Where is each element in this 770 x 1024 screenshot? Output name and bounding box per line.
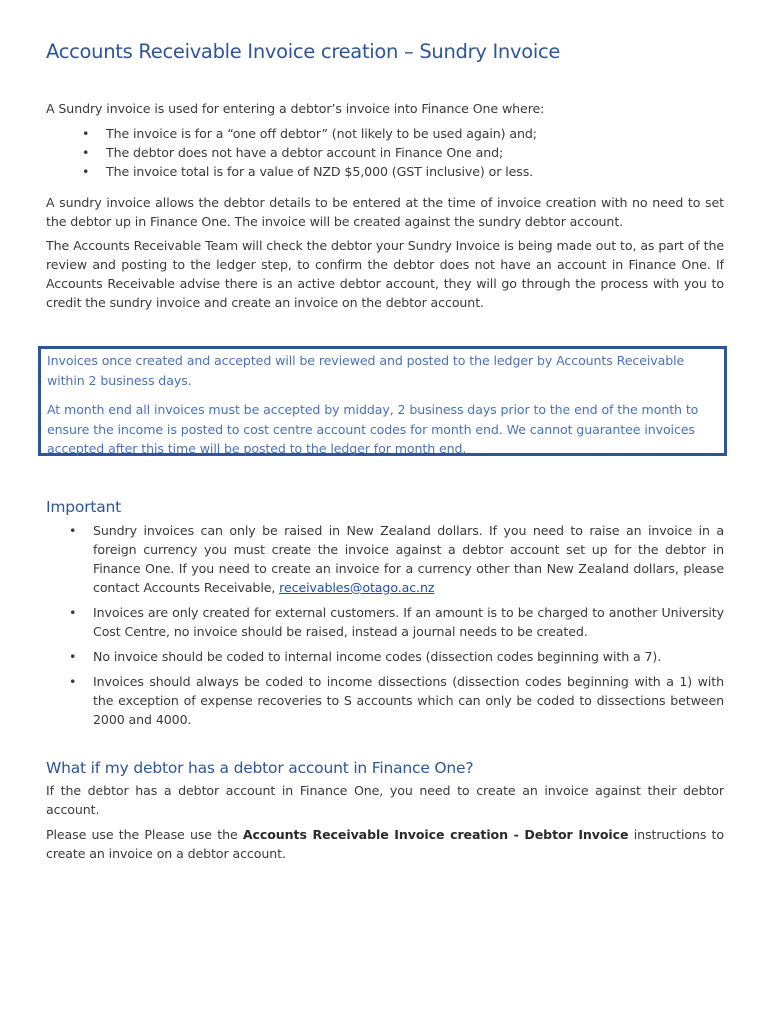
list-item: • Invoices are only created for external customers. If an amount is to be charged to another University Cost Centre, no invoice should be raised, instead a journal needs to be created. — [93, 603, 724, 641]
receivables-email-link[interactable]: receivables@otago.ac.nz — [279, 580, 435, 595]
page-title: Accounts Receivable Invoice creation – Sundry Invoice — [46, 40, 561, 63]
list-item — [93, 521, 724, 597]
debtor-instructions-paragraph — [46, 825, 724, 863]
list-item: • No invoice should be coded to internal income codes (dissection codes beginning with a 7). — [93, 647, 724, 666]
debtor-invoice-instructions-title: Accounts Receivable Invoice creation - Debtor Invoice — [242, 827, 629, 842]
important-list — [93, 521, 724, 729]
instructions-suffix: instructions to create an invoice on a debtor account. — [46, 827, 724, 861]
debtor-account-heading: What if my debtor has a debtor account in Finance One? — [46, 759, 474, 777]
important-item-text: Sundry invoices can only be raised in New Zealand dollars. If you need to raise an invoice in a foreign currency you must create the invoice against a debtor account set up for the debtor in Finance One. If you need to create an invoice for a currency other than New Zealand dollars, please contact Accounts Receivable, — [93, 523, 724, 595]
callout-review-note: Invoices once created and accepted will be reviewed and posted to the ledger by Accounts Receivable within 2 business days. — [47, 353, 685, 388]
conditions-list — [106, 124, 726, 181]
list-item: • The invoice is for a “one off debtor” (not likely to be used again) and; — [106, 124, 726, 143]
list-item: • Invoices should always be coded to income dissections (dissection codes beginning with a 1) with the exception of expense recoveries to S accounts which can only be coded to dissections between 2000 and 4000. — [93, 672, 724, 729]
review-process-paragraph: The Accounts Receivable Team will check the debtor your Sundry Invoice is being made out to, as part of the review and posting to the ledger step, to confirm the debtor does not have an account in Finance One. If Accounts Receivable advise there is an active debtor account, they will go through the process with you to credit the sundry invoice and create an invoice on the debtor account. — [46, 238, 724, 310]
sundry-description-paragraph: A sundry invoice allows the debtor details to be entered at the time of invoice creation with no need to set the debtor up in Finance One. The invoice will be created against the sundry debtor account. — [46, 195, 724, 229]
instructions-prefix: Please use the Please use the — [46, 827, 243, 842]
notice-callout-box — [38, 346, 727, 456]
debtor-account-paragraph: If the debtor has a debtor account in Finance One, you need to create an invoice against their debtor account. — [46, 783, 724, 817]
callout-month-end-note: At month end all invoices must be accepted by midday, 2 business days prior to the end of the month to ensure the income is posted to cost centre account codes for month end. We cannot guarantee invoices accepted after this time will be posted to the ledger for month end. — [47, 402, 699, 456]
list-item: • The debtor does not have a debtor account in Finance One and; — [106, 143, 726, 162]
important-heading: Important — [46, 498, 122, 516]
intro-paragraph: A Sundry invoice is used for entering a debtor’s invoice into Finance One where: — [46, 101, 545, 116]
list-item: • The invoice total is for a value of NZD $5,000 (GST inclusive) or less. — [106, 162, 726, 181]
